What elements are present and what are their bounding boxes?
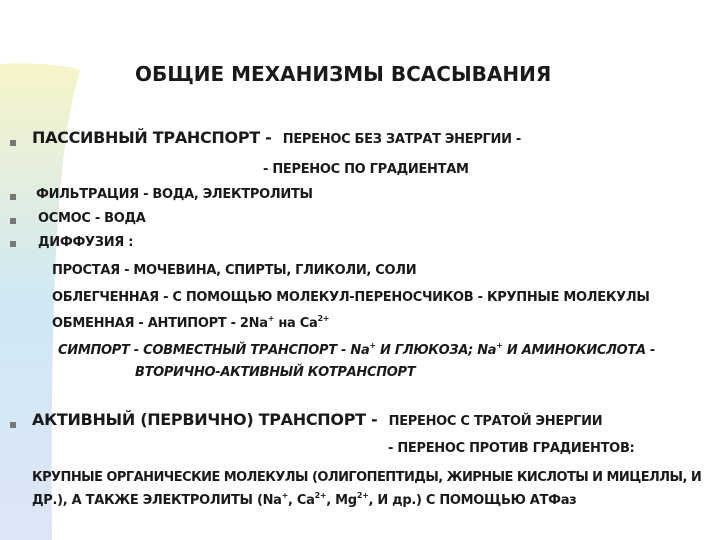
symport-sup-2: + — [496, 341, 503, 350]
exchange-prefix: ОБМЕННАЯ - АНТИПОРТ - 2Na — [52, 316, 268, 331]
active-sup-2: 2+ — [314, 491, 327, 500]
diffusion-item: ДИФФУЗИЯ : — [38, 235, 134, 250]
passive-desc-1: ПЕРЕНОС БЕЗ ЗАТРАТ ЭНЕРГИИ - — [282, 132, 522, 147]
active-sup-3: 2+ — [356, 491, 369, 500]
exchange-sup-2: 2+ — [317, 314, 330, 323]
slide-title: ОБЩИЕ МЕХАНИЗМЫ ВСАСЫВАНИЯ — [135, 62, 552, 86]
symport-c: И АМИНОКИСЛОТА - — [502, 343, 656, 358]
passive-title: ПАССИВНЫЙ ТРАНСПОРТ - — [32, 128, 272, 147]
active-sup-1: + — [281, 491, 289, 500]
symport-a: СИМПОРТ - СОВМЕСТНЫЙ ТРАНСПОРТ - Na — [58, 343, 370, 358]
active-line2-d: , И др.) С ПОМОЩЬЮ АТФаз — [368, 493, 577, 508]
symport-line-1 — [58, 343, 655, 358]
active-line2-b: , Ca — [288, 493, 315, 508]
active-desc-1: ПЕРЕНОС С ТРАТОЙ ЭНЕРГИИ — [388, 414, 603, 429]
exchange-diffusion — [52, 316, 329, 331]
exchange-mid: на Ca — [274, 316, 318, 331]
passive-desc-2: - ПЕРЕНОС ПО ГРАДИЕНТАМ — [263, 162, 469, 177]
active-examples-line-2 — [32, 493, 576, 508]
active-line2-a: ДР.), А ТАКЖЕ ЭЛЕКТРОЛИТЫ (Na — [32, 493, 282, 508]
bullet-passive — [10, 140, 16, 146]
active-desc-2: - ПЕРЕНОС ПРОТИВ ГРАДИЕНТОВ: — [388, 441, 635, 456]
bullet-filtration — [10, 194, 16, 200]
active-examples-line-1: КРУПНЫЕ ОРГАНИЧЕСКИЕ МОЛЕКУЛЫ (ОЛИГОПЕПТИДЫ, ЖИРНЫЕ КИСЛОТЫ И МИЦЕЛЛЫ, И — [32, 470, 702, 485]
symport-line-2: ВТОРИЧНО-АКТИВНЫЙ КОТРАНСПОРТ — [135, 365, 416, 380]
active-title: АКТИВНЫЙ (ПЕРВИЧНО) ТРАНСПОРТ - — [32, 410, 378, 429]
osmosis-item: ОСМОС - ВОДА — [38, 211, 146, 226]
exchange-sup-1: + — [267, 314, 275, 323]
facilitated-diffusion: ОБЛЕГЧЕННАЯ - С ПОМОЩЬЮ МОЛЕКУЛ-ПЕРЕНОСЧИКОВ - КРУПНЫЕ МОЛЕКУЛЫ — [52, 290, 650, 305]
active-line2-c: , Mg — [326, 493, 357, 508]
symport-b: И ГЛЮКОЗА; Na — [375, 343, 497, 358]
symport-sup-1: + — [369, 341, 376, 350]
simple-diffusion: ПРОСТАЯ - МОЧЕВИНА, СПИРТЫ, ГЛИКОЛИ, СОЛИ — [52, 263, 417, 278]
filtration-item: ФИЛЬТРАЦИЯ - ВОДА, ЭЛЕКТРОЛИТЫ — [36, 187, 313, 202]
bullet-active — [10, 422, 16, 428]
passive-heading — [32, 128, 521, 147]
active-heading — [32, 410, 602, 429]
bullet-diffusion — [10, 241, 16, 247]
bullet-osmosis — [10, 218, 16, 224]
